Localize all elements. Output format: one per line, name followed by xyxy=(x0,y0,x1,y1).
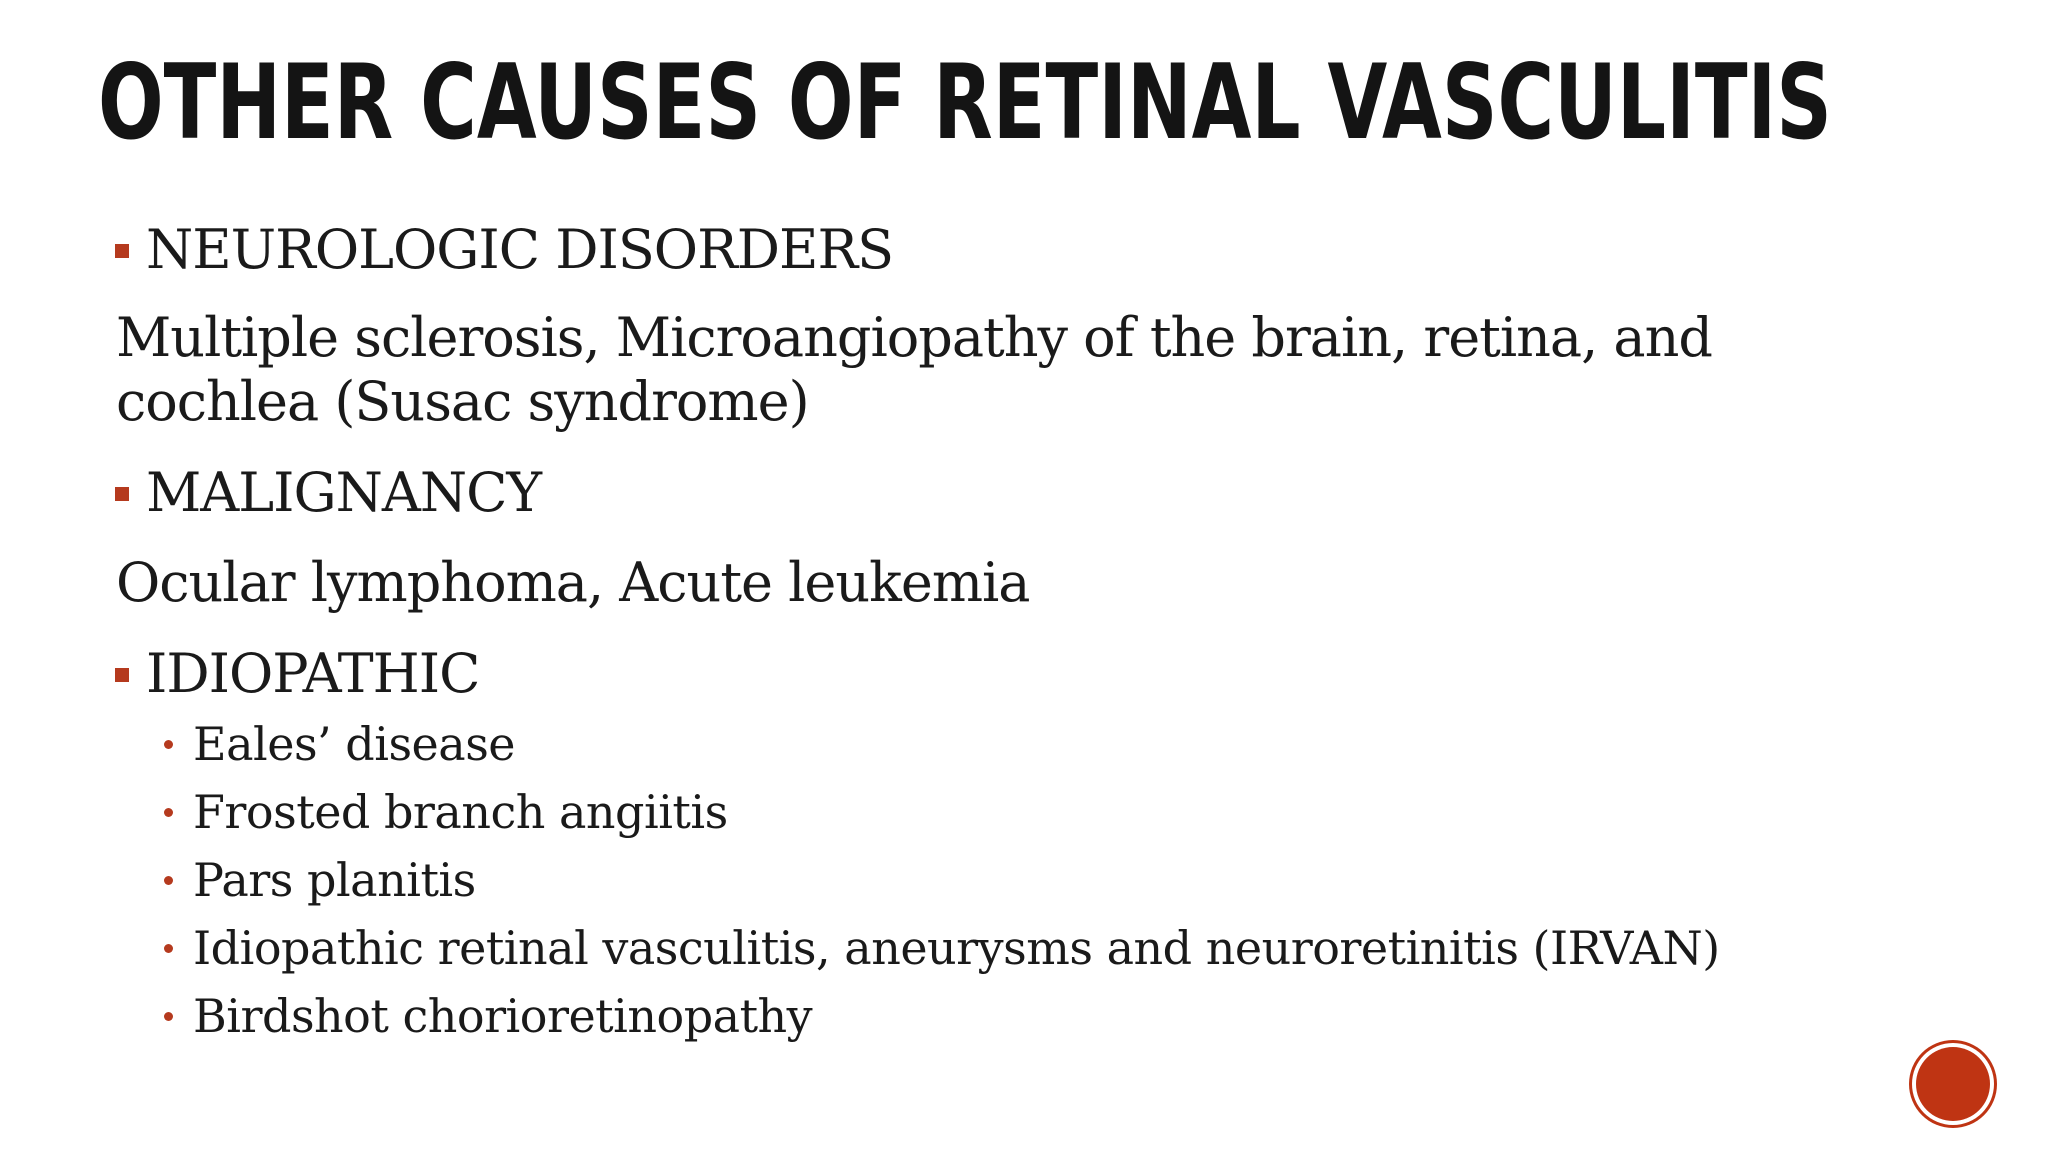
dot-bullet-icon xyxy=(164,740,173,749)
list-item xyxy=(160,850,476,910)
list-item-label: Pars planitis xyxy=(193,853,476,907)
list-item xyxy=(160,782,728,842)
list-item xyxy=(160,986,812,1046)
list-item-label: Birdshot chorioretinopathy xyxy=(193,989,813,1043)
dot-bullet-icon xyxy=(164,1012,173,1021)
section-text-line: Ocular lymphoma, Acute leukemia xyxy=(116,551,1030,614)
section-text-line: cochlea (Susac syndrome) xyxy=(116,370,809,433)
list-item-label: Idiopathic retinal vasculitis, aneurysms and neuroretinitis (IRVAN) xyxy=(193,921,1720,975)
slide-title: OTHER CAUSES OF RETINAL VASCULITIS xyxy=(98,43,1832,163)
section-heading-neurologic xyxy=(117,218,893,282)
section-heading-idiopathic xyxy=(117,642,479,706)
section-heading-malignancy xyxy=(117,461,541,525)
circle-button-icon[interactable] xyxy=(1916,1047,1990,1121)
list-item xyxy=(160,714,515,774)
square-bullet-icon xyxy=(115,668,129,682)
section-heading-label: MALIGNANCY xyxy=(146,461,542,524)
dot-bullet-icon xyxy=(164,944,173,953)
dot-bullet-icon xyxy=(164,808,173,817)
section-text-line: Multiple sclerosis, Microangiopathy of the brain, retina, and xyxy=(116,306,1712,369)
list-item xyxy=(160,918,1720,978)
square-bullet-icon xyxy=(115,244,129,258)
section-heading-label: NEUROLOGIC DISORDERS xyxy=(146,218,894,281)
list-item-label: Frosted branch angiitis xyxy=(193,785,728,839)
dot-bullet-icon xyxy=(164,876,173,885)
section-heading-label: IDIOPATHIC xyxy=(146,642,480,705)
list-item-label: Eales’ disease xyxy=(193,717,516,771)
square-bullet-icon xyxy=(115,487,129,501)
